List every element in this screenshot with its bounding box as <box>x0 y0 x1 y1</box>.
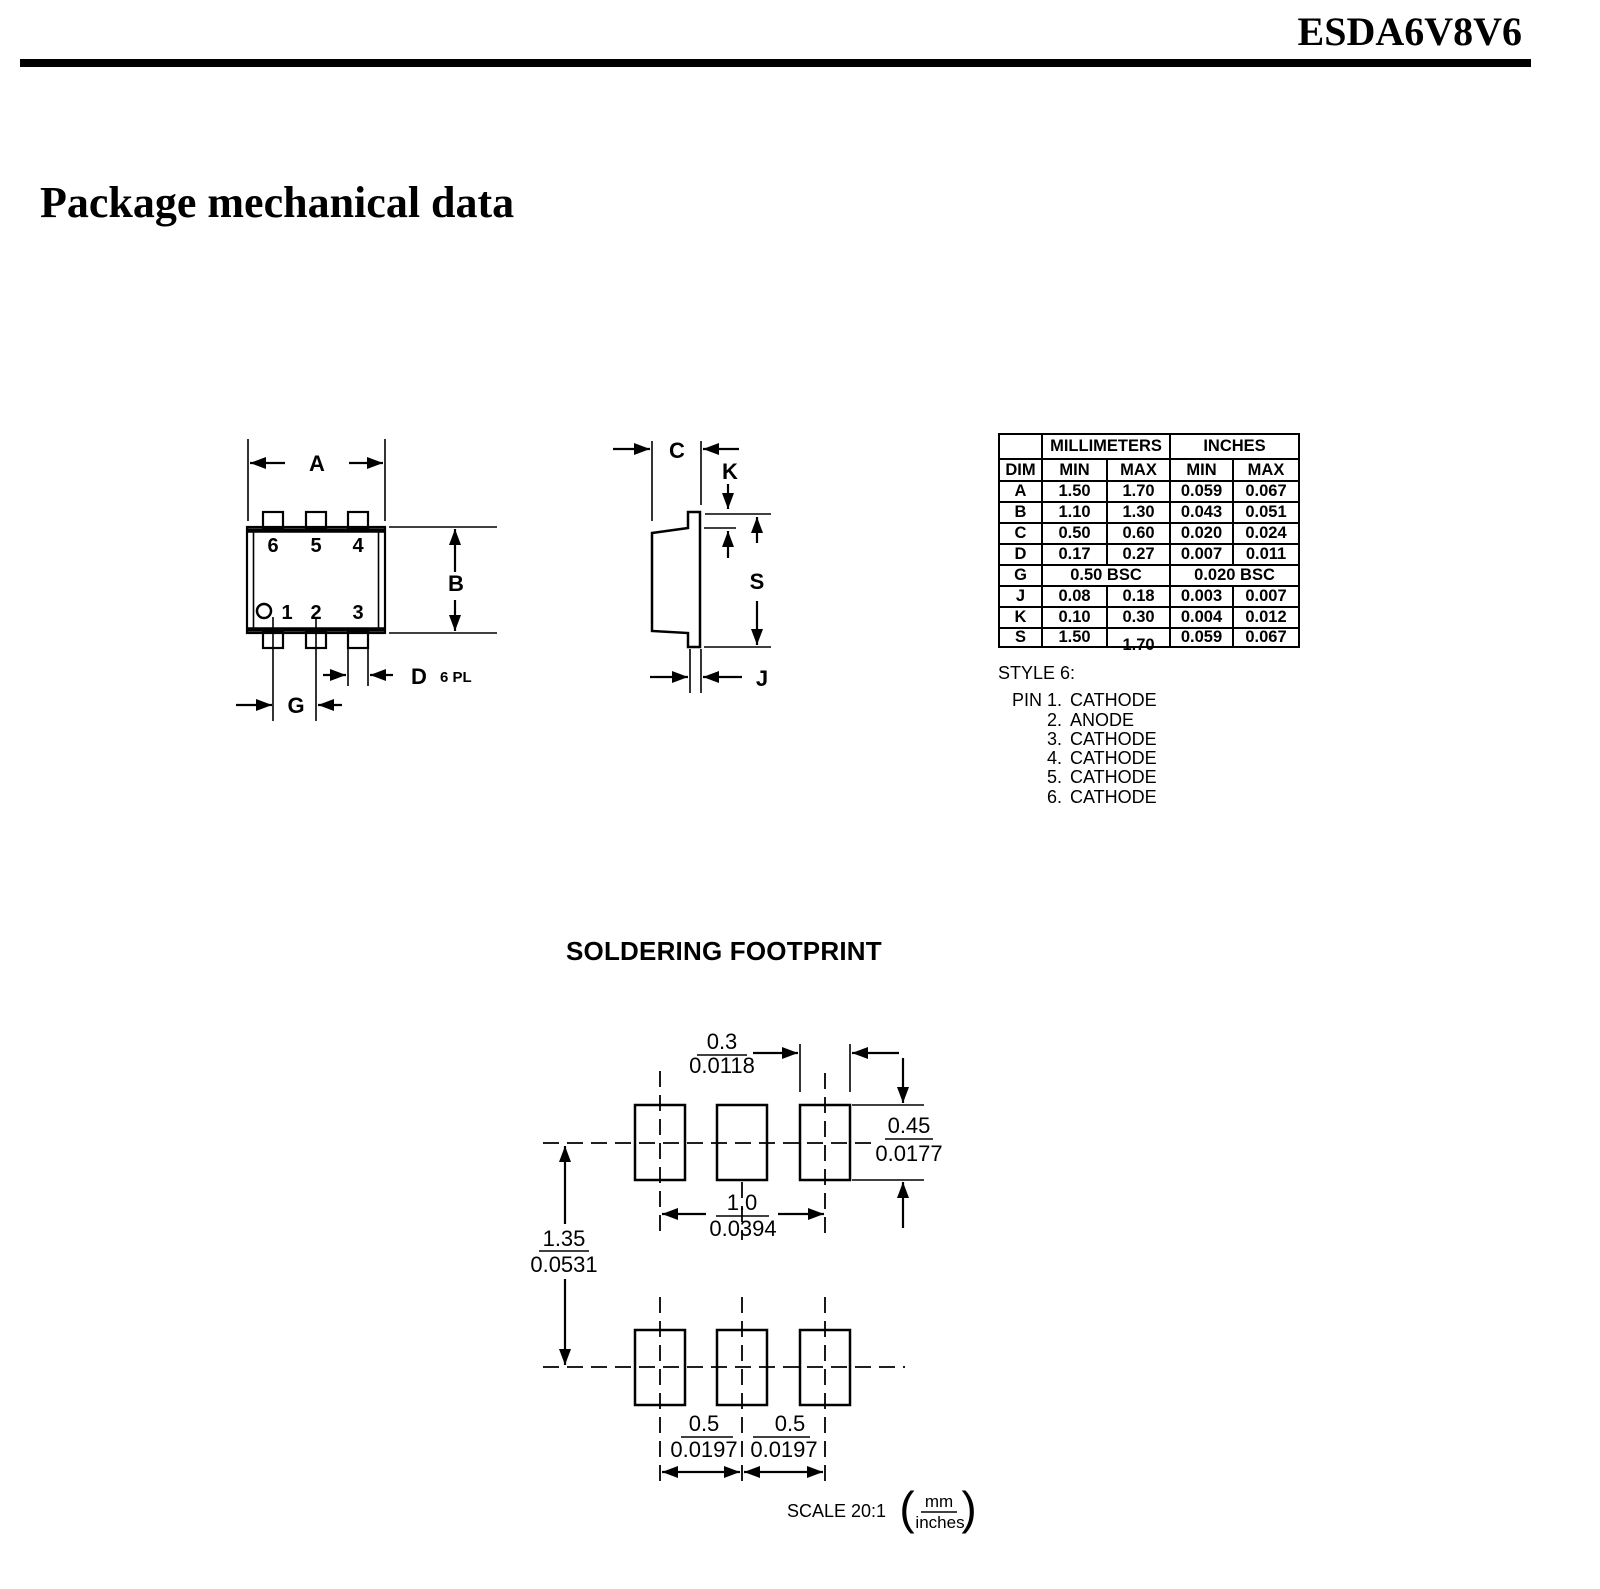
table-cell: 1.50 <box>1042 628 1107 647</box>
pitch1-in: 0.0197 <box>670 1437 738 1462</box>
table-cell: INCHES <box>1170 434 1299 459</box>
table-cell: DIM <box>999 459 1042 481</box>
table-cell: MAX <box>1107 459 1170 481</box>
dim-j <box>650 649 768 693</box>
footprint-drawing <box>530 1029 976 1534</box>
table-group-header-row <box>999 434 1299 459</box>
table-cell: 0.067 <box>1233 481 1299 502</box>
dim-pad-width <box>689 1029 899 1092</box>
table-cell: D <box>999 544 1042 565</box>
pin-number: 6. <box>1046 786 1062 807</box>
pin-number: 2. <box>1046 709 1062 730</box>
table-cell: C <box>999 523 1042 544</box>
dim-span <box>662 1190 824 1241</box>
pin-style-title: STYLE 6: <box>998 663 1076 683</box>
pad-height-in: 0.0177 <box>875 1141 943 1166</box>
pin-function: CATHODE <box>1070 690 1157 711</box>
table-cell: MIN <box>1170 459 1233 481</box>
table-cell: 1.30 <box>1107 502 1170 523</box>
section-heading: Package mechanical data <box>40 178 515 227</box>
dim-j-label: J <box>755 666 769 691</box>
table-cell: 0.003 <box>1170 586 1233 607</box>
list-item <box>998 711 1157 730</box>
table-cell: 0.051 <box>1233 502 1299 523</box>
dim-g-label: G <box>287 693 305 718</box>
table-row <box>999 502 1299 523</box>
pin-1-label: 1 <box>281 602 293 624</box>
span-in: 0.0394 <box>709 1216 777 1241</box>
pin-function: ANODE <box>1070 709 1135 730</box>
scale-label: SCALE 20:1 <box>787 1501 887 1521</box>
table-cell: 1.50 <box>1042 481 1107 502</box>
table-cell: 0.011 <box>1233 544 1299 565</box>
table-row <box>999 523 1299 544</box>
table-cell: MIN <box>1042 459 1107 481</box>
table-cell: MILLIMETERS <box>1042 434 1170 459</box>
pin-number: 4. <box>1046 748 1062 769</box>
top-view-drawing <box>236 439 497 721</box>
table-cell: 0.012 <box>1233 607 1299 628</box>
paren-open: ( <box>899 1482 915 1534</box>
table-cell: 0.004 <box>1170 607 1233 628</box>
table-cell: J <box>999 586 1042 607</box>
pad-height-mm: 0.45 <box>887 1113 931 1138</box>
table-cell <box>1107 628 1170 654</box>
pin-number: 3. <box>1046 728 1062 749</box>
pin-function: CATHODE <box>1070 767 1157 788</box>
dim-d-qualifier: 6 PL <box>440 669 472 686</box>
table-cell: S <box>999 628 1042 647</box>
dim-k-label: K <box>722 459 738 484</box>
pitch2-mm: 0.5 <box>774 1411 806 1436</box>
dim-row-pitch <box>530 1146 597 1365</box>
pin-number: PIN 1. <box>1011 690 1062 711</box>
side-body <box>652 512 700 647</box>
pin-function: CATHODE <box>1070 748 1157 769</box>
pad-width-in: 0.0118 <box>689 1053 755 1078</box>
scale-note <box>787 1482 977 1534</box>
table-cell: 0.020 BSC <box>1170 565 1299 586</box>
dimension-table <box>998 433 1300 654</box>
dim-a-label: A <box>309 451 325 476</box>
table-cell: 0.30 <box>1107 607 1170 628</box>
row-pitch-in: 0.0531 <box>530 1252 598 1277</box>
list-item <box>998 749 1157 768</box>
table-cell: 0.059 <box>1170 481 1233 502</box>
table-cell: K <box>999 607 1042 628</box>
table-cell: 1.70 <box>1107 481 1170 502</box>
dim-d <box>323 649 472 689</box>
pin-function: CATHODE <box>1070 728 1157 749</box>
table-row <box>999 565 1299 586</box>
table-cell: 0.007 <box>1170 544 1233 565</box>
table-cell: 0.50 <box>1042 523 1107 544</box>
table-row <box>999 481 1299 502</box>
pin-4-label: 4 <box>352 535 364 557</box>
table-cell: 0.08 <box>1042 586 1107 607</box>
dim-b-label: B <box>448 571 464 596</box>
dim-d-label: D <box>411 664 427 689</box>
pin-numbers <box>257 535 364 624</box>
pin-number: 5. <box>1046 767 1062 788</box>
page-title: ESDA6V8V6 <box>1297 9 1522 54</box>
table-cell: 0.10 <box>1042 607 1107 628</box>
table-cell: 0.17 <box>1042 544 1107 565</box>
dim-s <box>704 517 771 647</box>
pin-function: CATHODE <box>1070 786 1157 807</box>
table-row <box>999 607 1299 628</box>
units-mm: mm <box>924 1492 954 1511</box>
table-cell: 0.007 <box>1233 586 1299 607</box>
table-cell: G <box>999 565 1042 586</box>
pin1-index-dot <box>257 604 271 618</box>
side-view-drawing <box>613 438 771 693</box>
table-header-row <box>999 459 1299 481</box>
paren-close: ) <box>961 1482 977 1534</box>
span-mm: 1.0 <box>726 1190 758 1215</box>
pin-5-label: 5 <box>310 535 322 557</box>
table-cell: 0.059 <box>1170 628 1233 647</box>
table-cell: 1.10 <box>1042 502 1107 523</box>
pad-width-mm: 0.3 <box>706 1029 738 1054</box>
pin-style-list <box>998 664 1157 807</box>
pin-2-label: 2 <box>310 602 322 624</box>
shifted-value: 1.70 <box>1122 636 1155 654</box>
pitch1-mm: 0.5 <box>688 1411 720 1436</box>
table-cell: 0.60 <box>1107 523 1170 544</box>
table-cell: 0.020 <box>1170 523 1233 544</box>
table-row <box>999 628 1299 647</box>
table-cell: 0.043 <box>1170 502 1233 523</box>
list-item <box>998 691 1157 710</box>
list-item <box>998 788 1157 807</box>
table-cell: B <box>999 502 1042 523</box>
table-cell: 0.18 <box>1107 586 1170 607</box>
dim-k <box>704 459 771 558</box>
row-pitch-mm: 1.35 <box>542 1226 586 1251</box>
table-row <box>999 544 1299 565</box>
dim-s-label: S <box>749 569 765 594</box>
table-cell: A <box>999 481 1042 502</box>
units-inches: inches <box>915 1513 965 1532</box>
footprint-title: SOLDERING FOOTPRINT <box>566 936 882 966</box>
table-cell: 0.067 <box>1233 628 1299 647</box>
table-cell <box>999 434 1042 459</box>
pitch2-in: 0.0197 <box>750 1437 818 1462</box>
pin-6-label: 6 <box>267 535 279 557</box>
table-row <box>999 586 1299 607</box>
dim-a <box>248 439 385 521</box>
dim-c <box>613 438 739 521</box>
table-cell: 0.27 <box>1107 544 1170 565</box>
dim-b <box>389 527 497 633</box>
table-cell: 0.50 BSC <box>1042 565 1170 586</box>
list-item <box>998 768 1157 787</box>
table-cell: MAX <box>1233 459 1299 481</box>
table-cell: 0.024 <box>1233 523 1299 544</box>
dim-c-label: C <box>669 438 685 463</box>
pin-3-label: 3 <box>352 602 364 624</box>
list-item <box>998 730 1157 749</box>
